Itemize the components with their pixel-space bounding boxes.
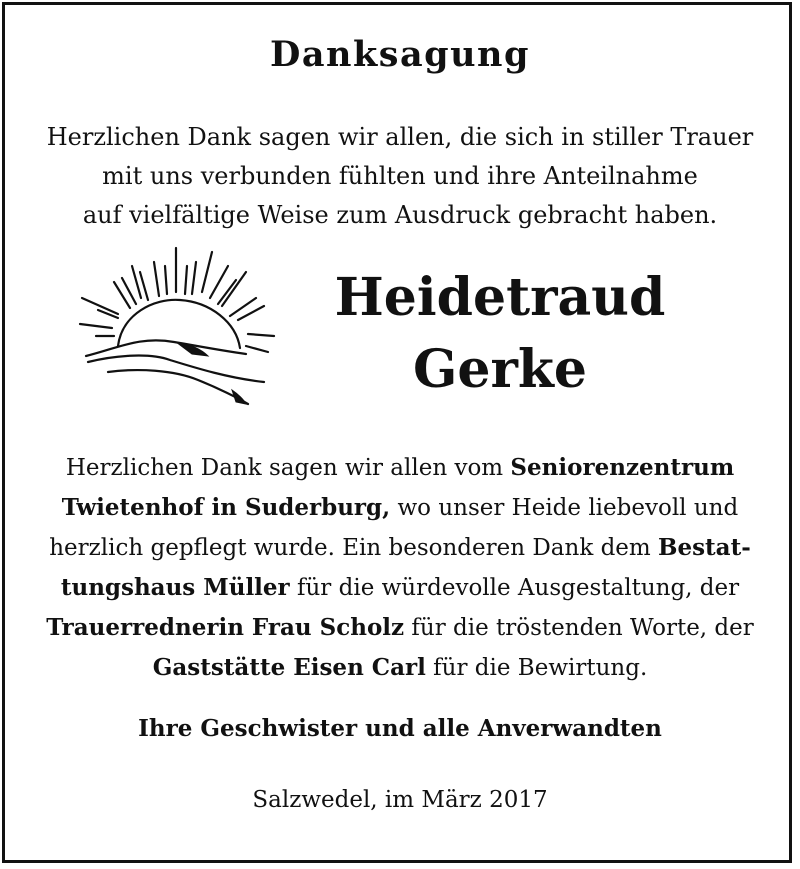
- thanks-text: für die tröstenden Worte, der: [404, 615, 754, 641]
- thanks-text: wo unser Heide liebevoll und: [390, 495, 739, 521]
- thanks-highlight: Bestat-: [658, 534, 751, 561]
- deceased-last-name: Gerke: [412, 339, 587, 400]
- thanks-highlight: Gaststätte Eisen Carl: [152, 654, 426, 681]
- thanks-line: [0, 648, 800, 688]
- notice-title: Danksagung: [270, 34, 530, 75]
- thanks-line: [0, 488, 800, 528]
- deceased-name: [290, 262, 710, 406]
- thanks-highlight: Seniorenzentrum: [510, 454, 735, 481]
- sunrise-over-hills-icon: [78, 244, 278, 409]
- thanks-paragraph: [0, 448, 800, 688]
- thanks-text: für die würdevolle Ausgestaltung, der: [289, 575, 740, 601]
- intro-paragraph: [0, 118, 800, 235]
- hill-front: [88, 356, 264, 382]
- deceased-first-name: Heidetraud: [334, 267, 666, 328]
- thanks-line: [0, 448, 800, 488]
- thanks-highlight: Twietenhof in Suderburg,: [61, 494, 391, 521]
- signature-line: Ihre Geschwister und alle Anverwandten: [138, 715, 662, 742]
- thanks-line: [0, 608, 800, 648]
- hill-shadow-2: [232, 390, 246, 404]
- hill-back: [86, 340, 246, 356]
- thanks-line: [0, 528, 800, 568]
- thanks-highlight: Trauerrednerin Frau Scholz: [46, 614, 405, 641]
- intro-line: auf vielfältige Weise zum Ausdruck gebracht haben.: [82, 201, 718, 229]
- thanks-highlight: tungshaus Müller: [60, 574, 290, 601]
- intro-line: mit uns verbunden fühlten und ihre Anteilnahme: [102, 162, 698, 190]
- thanks-line: [0, 568, 800, 608]
- thanks-text: für die Bewirtung.: [425, 655, 648, 681]
- thanks-text: herzlich gepflegt wurde. Ein besonderen Dank dem: [49, 535, 659, 561]
- place-date: Salzwedel, im März 2017: [252, 787, 548, 813]
- thanks-text: Herzlichen Dank sagen wir allen vom: [65, 455, 511, 481]
- intro-line: Herzlichen Dank sagen wir allen, die sich in stiller Trauer: [46, 123, 754, 151]
